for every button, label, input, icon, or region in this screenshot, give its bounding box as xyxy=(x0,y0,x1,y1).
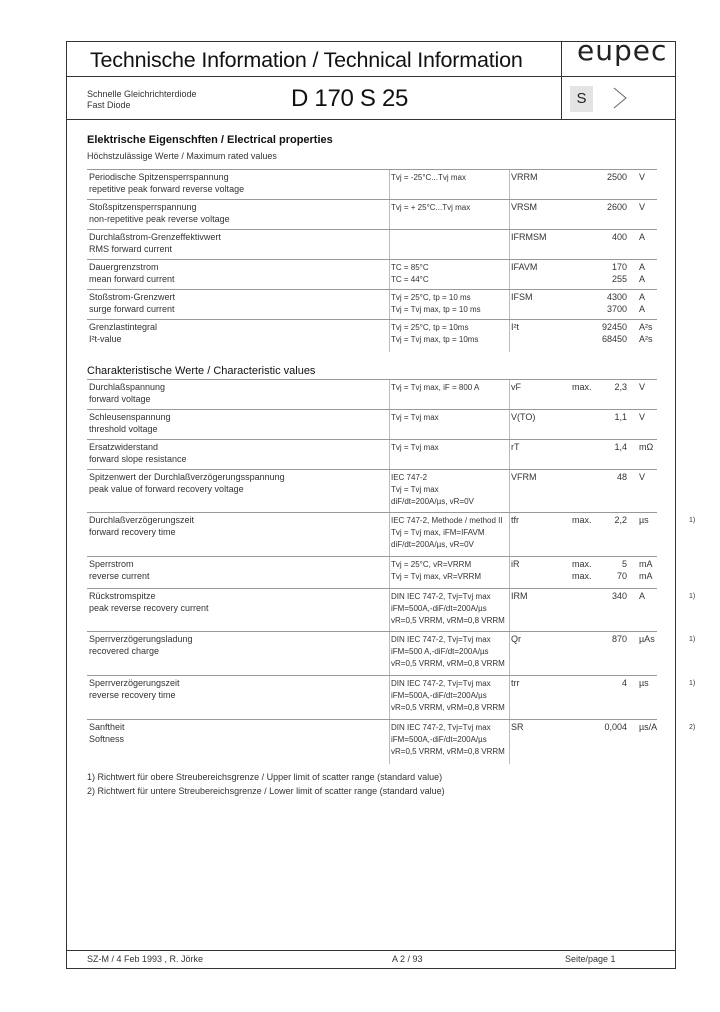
unit: A xyxy=(639,591,646,601)
column-divider xyxy=(509,260,510,290)
column-divider xyxy=(389,230,390,260)
value: 340 xyxy=(611,591,627,601)
param-name-en: I²t-value xyxy=(89,334,122,344)
condition: vR=0,5 VRRM, vRM=0,8 VRRM xyxy=(391,659,505,668)
condition: IEC 747-2, Methode / method II xyxy=(391,516,503,525)
param-name-en: forward voltage xyxy=(89,394,151,404)
column-divider xyxy=(509,380,510,410)
column-divider xyxy=(389,589,390,632)
symbol: iR xyxy=(511,559,520,569)
symbol: IFAVM xyxy=(511,262,538,272)
column-divider xyxy=(509,290,510,320)
condition: Tvj = 25°C, tp = 10ms xyxy=(391,323,469,332)
param-name-de: Dauergrenzstrom xyxy=(89,262,159,272)
table-row xyxy=(87,169,657,200)
footer-author: SZ-M / 4 Feb 1993 , R. Jörke xyxy=(87,954,204,964)
value: 255 xyxy=(611,274,627,284)
column-divider xyxy=(389,320,390,352)
table-row xyxy=(87,719,696,764)
condition: Tvj = Tvj max, tp = 10ms xyxy=(391,335,479,344)
unit: V xyxy=(639,172,646,182)
symbol: trr xyxy=(511,678,520,688)
table-row xyxy=(87,512,696,557)
value: 4 xyxy=(621,678,627,688)
subtitle-de: Schnelle Gleichrichterdiode xyxy=(87,89,197,99)
footnote-ref: 1) xyxy=(689,680,696,687)
param-name-en: recovered charge xyxy=(89,646,160,656)
symbol: IRM xyxy=(511,591,528,601)
param-name-de: Stoßspitzensperrspannung xyxy=(89,202,197,212)
column-divider xyxy=(389,260,390,290)
characteristic-title: Charakteristische Werte / Characteristic values xyxy=(87,365,316,377)
column-divider xyxy=(389,290,390,320)
eupec-logo xyxy=(577,36,677,76)
value: 4300 xyxy=(606,292,627,302)
footer-divider xyxy=(66,950,676,951)
column-divider xyxy=(389,410,390,440)
column-divider xyxy=(509,676,510,720)
param-name-de: Grenzlastintegral xyxy=(89,322,158,332)
table-row xyxy=(87,469,657,513)
table-row xyxy=(87,631,696,676)
param-name-en: forward slope resistance xyxy=(89,454,187,464)
condition: Tvj = Tvj max xyxy=(391,485,439,494)
subtitle-en: Fast Diode xyxy=(87,100,131,110)
condition: Tvj = -25°C...Tvj max xyxy=(391,173,466,182)
unit: mA xyxy=(639,559,653,569)
condition: Tvj = 25°C, tp = 10 ms xyxy=(391,293,471,302)
header-divider-top xyxy=(66,76,676,77)
column-divider xyxy=(389,170,390,200)
value: 92450 xyxy=(601,322,627,332)
value: 1,1 xyxy=(614,412,627,422)
table-row xyxy=(87,379,657,410)
param-name-de: Sperrstrom xyxy=(89,559,134,569)
electrical-subtitle: Höchstzulässige Werte / Maximum rated values xyxy=(87,151,277,161)
footnote-2: 2) Richtwert für untere Streubereichsgrenze / Lower limit of scatter range (standard value) xyxy=(87,786,445,796)
condition: TC = 85°C xyxy=(391,263,429,272)
condition: vR=0,5 VRRM, vRM=0,8 VRRM xyxy=(391,747,505,756)
param-name-de: Sperrverzögerungszeit xyxy=(89,678,180,688)
footnote-ref: 2) xyxy=(689,724,696,731)
param-name-en: reverse current xyxy=(89,571,150,581)
table-row xyxy=(87,199,657,230)
unit: µAs xyxy=(639,634,655,644)
value: 2600 xyxy=(606,202,627,212)
symbol: VRSM xyxy=(511,202,538,212)
unit: V xyxy=(639,412,646,422)
condition: vR=0,5 VRRM, vRM=0,8 VRRM xyxy=(391,616,505,625)
limit-type: max. xyxy=(572,571,592,581)
condition: Tvj = Tvj max xyxy=(391,413,439,422)
page-title: Technische Information / Technical Information xyxy=(90,48,523,72)
value: 170 xyxy=(611,262,627,272)
condition: Tvj = Tvj max, vR=VRRM xyxy=(391,572,482,581)
param-name-de: Durchlaßstrom-Grenzeffektivwert xyxy=(89,232,221,242)
column-divider xyxy=(509,589,510,632)
param-name-en: surge forward current xyxy=(89,304,175,314)
footnote-ref: 1) xyxy=(689,636,696,643)
condition: DIN IEC 747-2, Tvj=Tvj max xyxy=(391,723,491,732)
symbol: VRRM xyxy=(511,172,538,182)
unit: µs xyxy=(639,678,649,688)
column-divider xyxy=(509,720,510,764)
value: 1,4 xyxy=(614,442,627,452)
param-name-en: peak value of forward recovery voltage xyxy=(89,484,244,494)
column-divider xyxy=(389,440,390,470)
condition: diF/dt=200A/µs, vR=0V xyxy=(391,540,474,549)
table-row xyxy=(87,588,696,632)
unit: A xyxy=(639,232,646,242)
symbol: VFRM xyxy=(511,472,537,482)
condition: iFM=500A,-diF/dt=200A/µs xyxy=(391,604,487,613)
condition: diF/dt=200A/µs, vR=0V xyxy=(391,497,474,506)
unit: V xyxy=(639,382,646,392)
symbol: rT xyxy=(511,442,520,452)
series-badge: S xyxy=(570,86,593,112)
value: 48 xyxy=(616,472,627,482)
condition: Tvj = Tvj max, iF = 800 A xyxy=(391,383,480,392)
column-divider xyxy=(389,513,390,557)
table-row xyxy=(87,439,657,470)
param-name-de: Durchlaßverzögerungszeit xyxy=(89,515,195,525)
column-divider xyxy=(389,380,390,410)
header-vertical-divider xyxy=(561,41,562,119)
param-name-en: Softness xyxy=(89,734,125,744)
param-name-en: forward recovery time xyxy=(89,527,176,537)
limit-type: max. xyxy=(572,559,592,569)
symbol: SR xyxy=(511,722,524,732)
condition: Tvj = + 25°C...Tvj max xyxy=(391,203,471,212)
param-name-en: non-repetitive peak reverse voltage xyxy=(89,214,230,224)
condition: DIN IEC 747-2, Tvj=Tvj max xyxy=(391,592,491,601)
condition: DIN IEC 747-2, Tvj=Tvj max xyxy=(391,679,491,688)
eupec-logo-text: eupec xyxy=(577,36,668,67)
symbol: IFSM xyxy=(511,292,533,302)
column-divider xyxy=(509,170,510,200)
value: 2,2 xyxy=(614,515,627,525)
column-divider xyxy=(509,513,510,557)
unit: V xyxy=(639,202,646,212)
footnote-ref: 1) xyxy=(689,593,696,600)
condition: Tvj = Tvj max, tp = 10 ms xyxy=(391,305,481,314)
value: 870 xyxy=(611,634,627,644)
table-row xyxy=(87,289,657,320)
condition: vR=0,5 VRRM, vRM=0,8 VRRM xyxy=(391,703,505,712)
param-name-de: Durchlaßspannung xyxy=(89,382,166,392)
column-divider xyxy=(509,200,510,230)
param-name-en: repetitive peak forward reverse voltage xyxy=(89,184,245,194)
unit: µs/A xyxy=(639,722,658,732)
symbol: IFRMSM xyxy=(511,232,547,242)
column-divider xyxy=(509,230,510,260)
column-divider xyxy=(509,410,510,440)
limit-type: max. xyxy=(572,382,592,392)
param-name-en: threshold voltage xyxy=(89,424,158,434)
condition: iFM=500A,-diF/dt=200A/µs xyxy=(391,691,487,700)
param-name-en: RMS forward current xyxy=(89,244,173,254)
condition: iFM=500A,-diF/dt=200A/µs xyxy=(391,735,487,744)
symbol: tfr xyxy=(511,515,519,525)
unit: A xyxy=(639,292,646,302)
condition: DIN IEC 747-2, Tvj=Tvj max xyxy=(391,635,491,644)
unit: A²s xyxy=(639,334,653,344)
value: 5 xyxy=(621,559,627,569)
column-divider xyxy=(509,440,510,470)
device-type: D 170 S 25 xyxy=(291,85,409,112)
column-divider xyxy=(509,557,510,589)
footer-page: Seite/page 1 xyxy=(565,954,616,964)
param-name-de: Periodische Spitzensperrspannung xyxy=(89,172,229,182)
symbol: vF xyxy=(511,382,521,392)
value: 70 xyxy=(616,571,627,581)
unit: A xyxy=(639,262,646,272)
column-divider xyxy=(389,557,390,589)
param-name-de: Rückstromspitze xyxy=(89,591,156,601)
table-row xyxy=(87,319,657,352)
column-divider xyxy=(389,200,390,230)
unit: µs xyxy=(639,515,649,525)
column-divider xyxy=(389,470,390,513)
param-name-en: peak reverse recovery current xyxy=(89,603,209,613)
chevron-right-icon xyxy=(612,85,628,116)
symbol: I²t xyxy=(511,322,519,332)
value: 2500 xyxy=(606,172,627,182)
condition: TC = 44°C xyxy=(391,275,429,284)
column-divider xyxy=(509,320,510,352)
param-name-de: Spitzenwert der Durchlaßverzögerungsspannung xyxy=(89,472,285,482)
column-divider xyxy=(389,720,390,764)
column-divider xyxy=(389,676,390,720)
param-name-de: Sperrverzögerungsladung xyxy=(89,634,193,644)
column-divider xyxy=(509,470,510,513)
value: 0,004 xyxy=(604,722,627,732)
unit: mA xyxy=(639,571,653,581)
condition: IEC 747-2 xyxy=(391,473,428,482)
table-row xyxy=(87,409,657,440)
condition: Tvj = Tvj max xyxy=(391,443,439,452)
param-name-en: mean forward current xyxy=(89,274,175,284)
unit: A²s xyxy=(639,322,653,332)
value: 2,3 xyxy=(614,382,627,392)
table-row xyxy=(87,556,657,589)
param-name-de: Ersatzwiderstand xyxy=(89,442,159,452)
param-name-de: Schleusenspannung xyxy=(89,412,171,422)
symbol: V(TO) xyxy=(511,412,536,422)
header-divider-bottom xyxy=(66,119,676,120)
table-row xyxy=(87,259,657,290)
eupec-logo-mark xyxy=(577,36,677,68)
footnote-1: 1) Richtwert für obere Streubereichsgrenze / Upper limit of scatter range (standard value) xyxy=(87,772,443,782)
param-name-de: Sanftheit xyxy=(89,722,125,732)
condition: iFM=500 A,-diF/dt=200A/µs xyxy=(391,647,489,656)
limit-type: max. xyxy=(572,515,592,525)
value: 3700 xyxy=(606,304,627,314)
column-divider xyxy=(389,632,390,676)
unit: A xyxy=(639,274,646,284)
param-name-de: Stoßstrom-Grenzwert xyxy=(89,292,176,302)
unit: mΩ xyxy=(639,442,654,452)
footnote-ref: 1) xyxy=(689,517,696,524)
unit: V xyxy=(639,472,646,482)
column-divider xyxy=(509,632,510,676)
electrical-title: Elektrische Eigenschften / Electrical properties xyxy=(87,134,333,146)
condition: Tvj = 25°C, vR=VRRM xyxy=(391,560,472,569)
condition: Tvj = Tvj max, iFM=IFAVM xyxy=(391,528,485,537)
param-name-en: reverse recovery time xyxy=(89,690,176,700)
unit: A xyxy=(639,304,646,314)
footer-docnum: A 2 / 93 xyxy=(392,954,423,964)
symbol: Qr xyxy=(511,634,521,644)
value: 68450 xyxy=(601,334,627,344)
table-row xyxy=(87,229,657,260)
table-row xyxy=(87,675,696,720)
value: 400 xyxy=(611,232,627,242)
